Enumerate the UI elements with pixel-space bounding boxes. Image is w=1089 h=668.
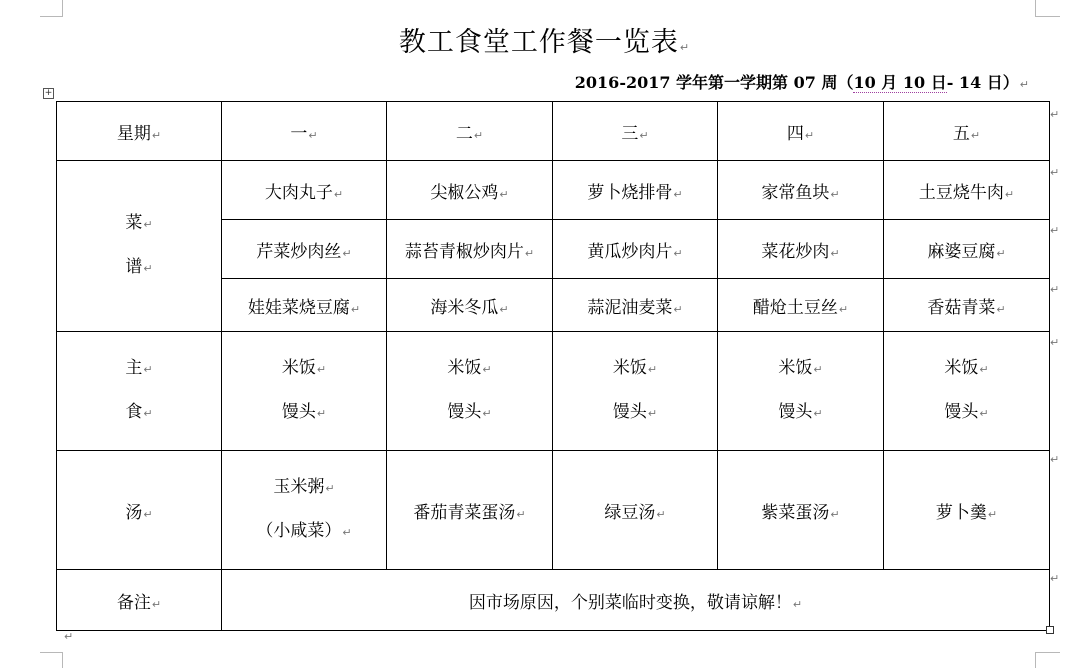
row-end-mark-icon: ↵ <box>1050 166 1060 179</box>
soup-cell: 萝卜羹↵ <box>884 451 1050 570</box>
paragraph-mark-icon: ↵ <box>473 128 484 142</box>
dish-cell: 萝卜烧排骨↵ <box>553 161 718 220</box>
note-row <box>57 570 1050 631</box>
page-corner-bottom-right <box>1035 652 1060 668</box>
table-resize-handle[interactable] <box>1046 626 1054 634</box>
paragraph-mark-icon: ↵ <box>316 407 327 420</box>
row-end-mark-icon: ↵ <box>1050 283 1060 296</box>
dish-cell: 尖椒公鸡↵ <box>387 161 553 220</box>
dishes-row-label <box>57 161 222 332</box>
paragraph-mark-icon: ↵ <box>342 526 352 539</box>
paragraph-mark-icon: ↵ <box>838 302 849 316</box>
paragraph-mark-icon: ↵ <box>996 302 1006 316</box>
dish-cell: 黄瓜炒肉片↵ <box>553 220 718 279</box>
dish-cell: 醋炝土豆丝↵ <box>718 279 884 332</box>
paragraph-mark-icon: ↵ <box>639 128 649 142</box>
dish-cell: 娃娃菜烧豆腐↵ <box>222 279 387 332</box>
dish-cell: 香菇青菜↵ <box>884 279 1050 332</box>
dish-cell: 菜花炒肉↵ <box>718 220 884 279</box>
soup-row-label: 汤↵ <box>57 451 222 570</box>
paragraph-mark-icon: ↵ <box>792 597 803 611</box>
paragraph-mark-icon: ↵ <box>325 482 335 495</box>
soup-cell <box>222 451 387 570</box>
staple-cell-line: 馒头↵ <box>281 402 327 422</box>
paragraph-mark-icon: ↵ <box>996 246 1006 260</box>
paragraph-mark-icon: ↵ <box>482 407 492 420</box>
paragraph-mark-icon: ↵ <box>143 507 153 521</box>
paragraph-mark-icon: ↵ <box>316 363 327 376</box>
staple-cell-line: 米饭↵ <box>944 358 989 378</box>
document-title: 教工食堂工作餐一览表↵ <box>398 27 691 58</box>
paragraph-mark-icon: ↵ <box>308 128 318 142</box>
weekday-header-cell: 二↵ <box>387 102 553 161</box>
menu-table <box>56 101 1050 631</box>
paragraph-mark-icon: ↵ <box>151 128 162 142</box>
paragraph-mark-icon: ↵ <box>656 507 666 521</box>
paragraph-mark-icon: ↵ <box>830 187 840 201</box>
paragraph-mark-icon: ↵ <box>151 597 162 611</box>
staple-cell-line: 米饭↵ <box>778 358 823 378</box>
dishes-row-label-line: 谱↵ <box>125 257 153 277</box>
dish-cell: 蒜泥油麦菜↵ <box>553 279 718 332</box>
weekday-header-label: 星期↵ <box>57 102 222 161</box>
weekday-header-cell: 五↵ <box>884 102 1050 161</box>
dish-cell: 土豆烧牛肉↵ <box>884 161 1050 220</box>
staple-cell-line: 馒头↵ <box>944 402 989 422</box>
paragraph-mark-icon: ↵ <box>813 363 823 376</box>
staple-cell <box>222 332 387 451</box>
page-corner-bottom-left <box>40 652 63 668</box>
dish-cell: 家常鱼块↵ <box>718 161 884 220</box>
paragraph-mark-icon: ↵ <box>987 507 998 521</box>
staple-row-label <box>57 332 222 451</box>
row-end-mark-icon: ↵ <box>1050 224 1060 237</box>
paragraph-mark-icon: ↵ <box>970 128 981 142</box>
paragraph-mark-icon: ↵ <box>143 262 153 275</box>
note-cell: 因市场原因，个别菜临时变换，敬请谅解！↵ <box>222 570 1050 631</box>
paragraph-mark-icon: ↵ <box>673 246 683 260</box>
weekday-header-cell: 三↵ <box>553 102 718 161</box>
paragraph-mark-icon: ↵ <box>979 363 989 376</box>
page-corner-top-left <box>40 0 63 17</box>
paragraph-mark-icon: ↵ <box>679 41 691 54</box>
soup-row <box>57 451 1050 570</box>
row-end-mark-icon: ↵ <box>1050 108 1060 121</box>
paragraph-mark-icon: ↵ <box>524 246 535 260</box>
dish-cell: 大肉丸子↵ <box>222 161 387 220</box>
paragraph-mark-icon: ↵ <box>647 407 658 420</box>
dish-cell: 麻婆豆腐↵ <box>884 220 1050 279</box>
header-row <box>57 102 1050 161</box>
staple-row-label-line: 食↵ <box>125 402 153 422</box>
week-subtitle: 2016-2017 学年第一学期第 07 周（10 月 10 日- 14 日）↵ <box>574 73 1029 92</box>
row-end-mark-icon: ↵ <box>1050 336 1060 349</box>
paragraph-mark-icon: ↵ <box>813 407 823 420</box>
paragraph-mark-icon: ↵ <box>482 363 492 376</box>
weekday-header-cell: 四↵ <box>718 102 884 161</box>
paragraph-mark-icon: ↵ <box>1004 187 1015 201</box>
page-corner-top-right <box>1035 0 1060 17</box>
dish-row <box>57 161 1050 220</box>
staple-cell <box>718 332 884 451</box>
staple-cell-line: 米饭↵ <box>612 358 658 378</box>
paragraph-mark-icon: ↵ <box>673 302 683 316</box>
paragraph-mark-icon: ↵ <box>516 507 526 521</box>
note-row-label: 备注↵ <box>57 570 222 631</box>
paragraph-mark-icon: ↵ <box>647 363 658 376</box>
paragraph-mark-icon: ↵ <box>1019 78 1029 91</box>
soup-cell: 番茄青菜蛋汤↵ <box>387 451 553 570</box>
staple-row <box>57 332 1050 451</box>
table-move-handle-icon[interactable]: + <box>44 88 53 98</box>
paragraph-mark-icon: ↵ <box>143 218 153 231</box>
paragraph-mark-icon: ↵ <box>342 246 352 260</box>
staple-cell-line: 馒头↵ <box>778 402 823 422</box>
staple-cell <box>387 332 553 451</box>
staple-cell-line: 馒头↵ <box>612 402 658 422</box>
staple-cell-line: 米饭↵ <box>447 358 492 378</box>
paragraph-mark-icon: ↵ <box>804 128 815 142</box>
paragraph-mark-icon: ↵ <box>333 187 344 201</box>
date-span: 10 月 10 日 <box>853 73 947 92</box>
soup-cell-line: （小咸菜）↵ <box>256 521 352 541</box>
paragraph-mark-icon: ↵ <box>979 407 989 420</box>
dish-cell: 海米冬瓜↵ <box>387 279 553 332</box>
soup-cell: 紫菜蛋汤↵ <box>718 451 884 570</box>
paragraph-mark-icon: ↵ <box>350 302 361 316</box>
staple-cell-line: 馒头↵ <box>447 402 492 422</box>
soup-cell-line: 玉米粥↵ <box>273 477 335 497</box>
paragraph-mark-icon: ↵ <box>143 363 153 376</box>
dishes-row-label-line: 菜↵ <box>125 213 153 233</box>
paragraph-mark-icon: ↵ <box>499 302 509 316</box>
row-end-mark-icon: ↵ <box>1050 453 1060 466</box>
staple-cell <box>553 332 718 451</box>
staple-cell-line: 米饭↵ <box>281 358 327 378</box>
staple-cell <box>884 332 1050 451</box>
row-end-mark-icon: ↵ <box>1050 572 1060 585</box>
paragraph-mark-icon: ↵ <box>499 187 509 201</box>
end-paragraph-mark-icon: ↵ <box>64 630 74 643</box>
paragraph-mark-icon: ↵ <box>830 246 840 260</box>
paragraph-mark-icon: ↵ <box>143 407 153 420</box>
staple-row-label-line: 主↵ <box>125 358 153 378</box>
soup-cell: 绿豆汤↵ <box>553 451 718 570</box>
weekday-header-cell: 一↵ <box>222 102 387 161</box>
paragraph-mark-icon: ↵ <box>830 507 840 521</box>
dish-cell: 蒜苔青椒炒肉片↵ <box>387 220 553 279</box>
dish-cell: 芹菜炒肉丝↵ <box>222 220 387 279</box>
paragraph-mark-icon: ↵ <box>673 187 683 201</box>
